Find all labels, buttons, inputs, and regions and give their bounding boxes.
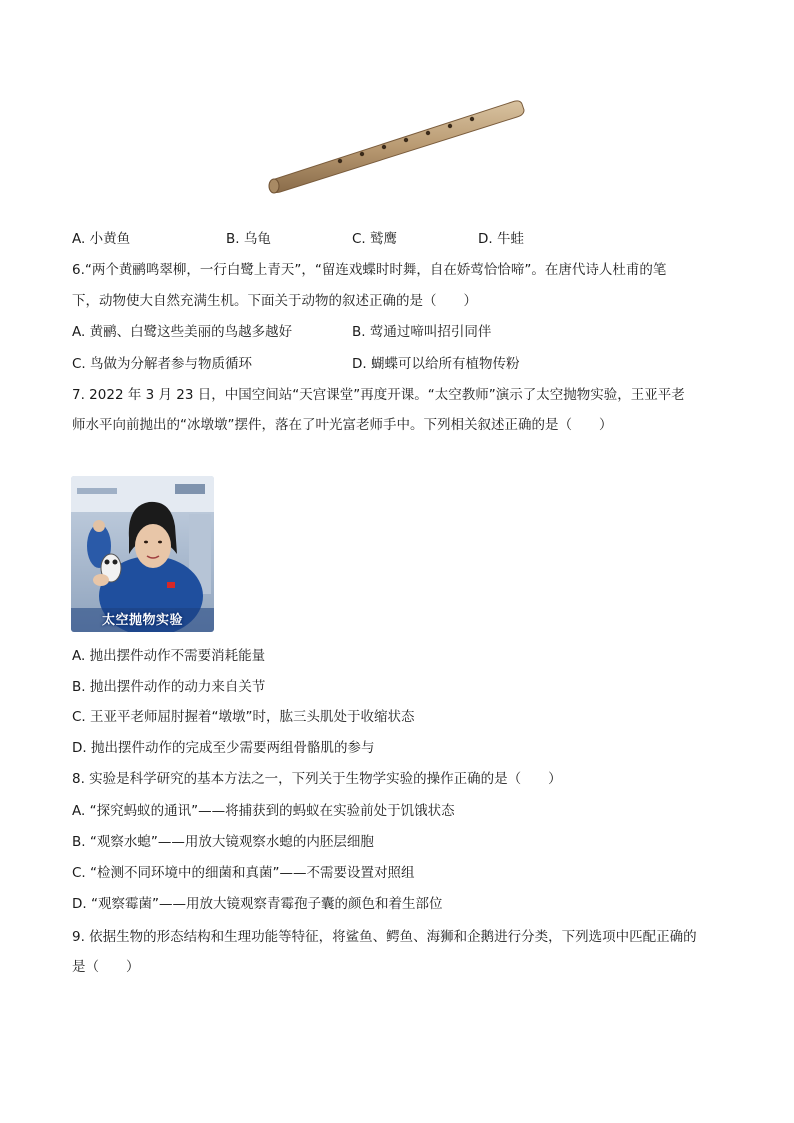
q8-option-a: A. “探究蚂蚁的通讯”——将捕获到的蚂蚁在实验前处于饥饿状态 [72,803,455,819]
q7-option-d: D. 抛出摆件动作的完成至少需要两组骨骼肌的参与 [72,740,375,756]
q7-option-b: B. 抛出摆件动作的动力来自关节 [72,679,266,695]
q9-stem-line-1: 9. 依据生物的形态结构和生理功能等特征，将鲨鱼、鳄鱼、海狮和企鹅进行分类，下列选项中匹配正确的 [72,929,697,945]
q6-stem-line-1: 6.“两个黄鹂鸣翠柳，一行白鹭上青天”，“留连戏蝶时时舞，自在娇莺恰恰啼”。在唐代诗人杜甫的笔 [72,262,667,278]
q5-option-d: D. 牛蛙 [478,231,524,247]
q7-option-a: A. 抛出摆件动作不需要消耗能量 [72,648,266,664]
q6-option-c: C. 鸟做为分解者参与物质循环 [72,356,253,372]
q8-option-c: C. “检测不同环境中的细菌和真菌”——不需要设置对照组 [72,865,415,881]
q6-option-a: A. 黄鹂、白鹭这些美丽的鸟越多越好 [72,324,293,340]
q5-option-b: B. 乌龟 [226,231,271,247]
q7-stem-line-1: 7. 2022 年 3 月 23 日，中国空间站“天宫课堂”再度开课。“太空教师”演示了太空抛物实验，王亚平老 [72,387,685,403]
q6-option-d: D. 蝴蝶可以给所有植物传粉 [352,356,520,372]
photo-caption: 太空抛物实验 [101,613,183,628]
space-throw-experiment-photo [71,476,214,632]
q6-option-b: B. 莺通过啼叫招引同伴 [352,324,492,340]
q7-option-c: C. 王亚平老师屈肘握着“墩墩”时，肱三头肌处于收缩状态 [72,709,415,725]
q9-stem-line-2: 是（ ） [72,959,140,975]
q8-option-d: D. “观察霉菌”——用放大镜观察青霉孢子囊的颜色和着生部位 [72,896,443,912]
q8-option-b: B. “观察水螅”——用放大镜观察水螅的内胚层细胞 [72,834,374,850]
q8-stem: 8. 实验是科学研究的基本方法之一，下列关于生物学实验的操作正确的是（ ） [72,771,562,787]
q5-option-c: C. 鹫鹰 [352,231,398,247]
bone-flute-image [262,88,532,198]
q7-stem-line-2: 师水平向前抛出的“冰墩墩”摆件，落在了叶光富老师手中。下列相关叙述正确的是（ ） [72,417,613,433]
q5-option-a: A. 小黄鱼 [72,231,131,247]
q6-stem-line-2: 下，动物使大自然充满生机。下面关于动物的叙述正确的是（ ） [72,293,477,309]
